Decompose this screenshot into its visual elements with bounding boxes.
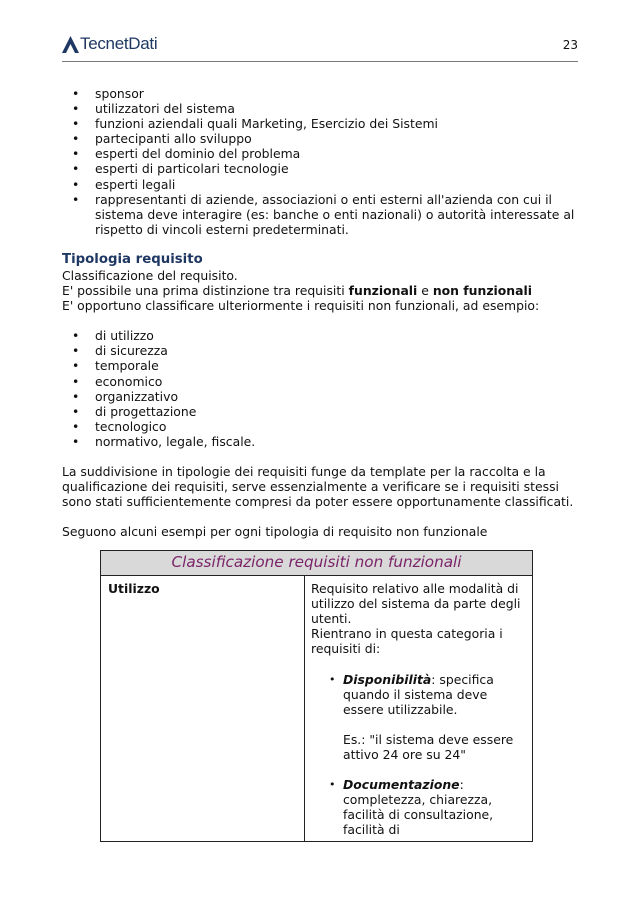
description-text: Rientrano in questa categoria i requisiti di: xyxy=(311,626,503,657)
table-description-cell xyxy=(305,576,533,842)
spacer xyxy=(62,509,578,524)
page-body xyxy=(62,86,578,539)
section-paragraph-distinction xyxy=(62,283,578,298)
spacer xyxy=(311,657,526,672)
requirements-table xyxy=(100,550,533,842)
table-row xyxy=(101,576,533,842)
page-number: 23 xyxy=(562,38,578,52)
list-item: • esperti del dominio del problema xyxy=(62,146,578,161)
example-text: Es.: "il sistema deve essere attivo 24 ore su 24" xyxy=(343,731,514,762)
list-item: • partecipanti allo sviluppo xyxy=(62,131,578,146)
list-item: • organizzativo xyxy=(62,389,578,404)
usage-requirement-list xyxy=(311,672,526,838)
spacer xyxy=(62,449,578,464)
table-category-cell: Utilizzo xyxy=(101,576,305,842)
table-title: Classificazione requisiti non funzionali xyxy=(101,551,533,576)
section-paragraph: E' opportuno classificare ulteriormente i requisiti non funzionali, ad esempio: xyxy=(62,298,540,314)
term-availability: Disponibilità xyxy=(343,671,432,687)
section-paragraph: Classificazione del requisito. xyxy=(62,267,238,283)
text-run: E' possibile una prima distinzione tra requisiti xyxy=(62,283,349,299)
stakeholder-list xyxy=(62,86,578,237)
section-title: Tipologia requisito xyxy=(62,251,203,267)
list-item: • sponsor xyxy=(62,86,578,101)
requirement-types-list xyxy=(62,328,578,449)
list-item xyxy=(311,777,526,837)
description-text: Requisito relativo alle modalità di utilizzo del sistema da parte degli utenti. xyxy=(311,581,521,627)
list-item: • di progettazione xyxy=(62,404,578,419)
logo-text: TecnetDati xyxy=(80,34,158,53)
spacer xyxy=(343,762,526,777)
body-paragraph: Seguono alcuni esempi per ogni tipologia di requisito non funzionale xyxy=(62,524,488,540)
term-definition: : completezza, chiarezza, facilità di consultazione, facilità di xyxy=(343,777,494,838)
list-item: • esperti legali xyxy=(62,177,578,192)
table-header-row xyxy=(101,551,533,576)
list-item: • economico xyxy=(62,374,578,389)
body-paragraph: La suddivisione in tipologie dei requisiti funge da template per la raccolta e la qualificazione dei requisiti, serve essenzialmente a verificare se i requisiti stessi sono stati sufficientemente compresi da poter essere opportunamente classificati. xyxy=(62,463,574,510)
list-item: • normativo, legale, fiscale. xyxy=(62,434,578,449)
page-header xyxy=(62,34,578,64)
list-item: • temporale xyxy=(62,358,578,373)
term-definition: : specifica quando il sistema deve essere utilizzabile. xyxy=(343,671,494,717)
bold-term-non-functional: non funzionali xyxy=(432,283,532,299)
spacer xyxy=(343,717,526,732)
list-item xyxy=(311,672,526,777)
list-item: • rappresentanti di aziende, associazioni o enti esterni all'azienda con cui il sistema deve interagire (es: banche o enti nazionali) o autorità interessate al rispetto di vincoli esterni predeterminati. xyxy=(62,192,578,237)
header-divider xyxy=(62,61,578,62)
text-run: e xyxy=(417,283,433,299)
list-item: • funzioni aziendali quali Marketing, Esercizio dei Sistemi xyxy=(62,116,578,131)
list-item: • di sicurezza xyxy=(62,343,578,358)
bold-term-functional: funzionali xyxy=(348,283,418,299)
list-item: • di utilizzo xyxy=(62,328,578,343)
company-logo xyxy=(62,34,157,54)
spacer xyxy=(62,313,578,328)
list-item: • esperti di particolari tecnologie xyxy=(62,161,578,176)
logo-triangle-icon xyxy=(62,36,79,53)
list-item: • tecnologico xyxy=(62,419,578,434)
list-item: • utilizzatori del sistema xyxy=(62,101,578,116)
term-documentation: Documentazione xyxy=(343,777,460,793)
